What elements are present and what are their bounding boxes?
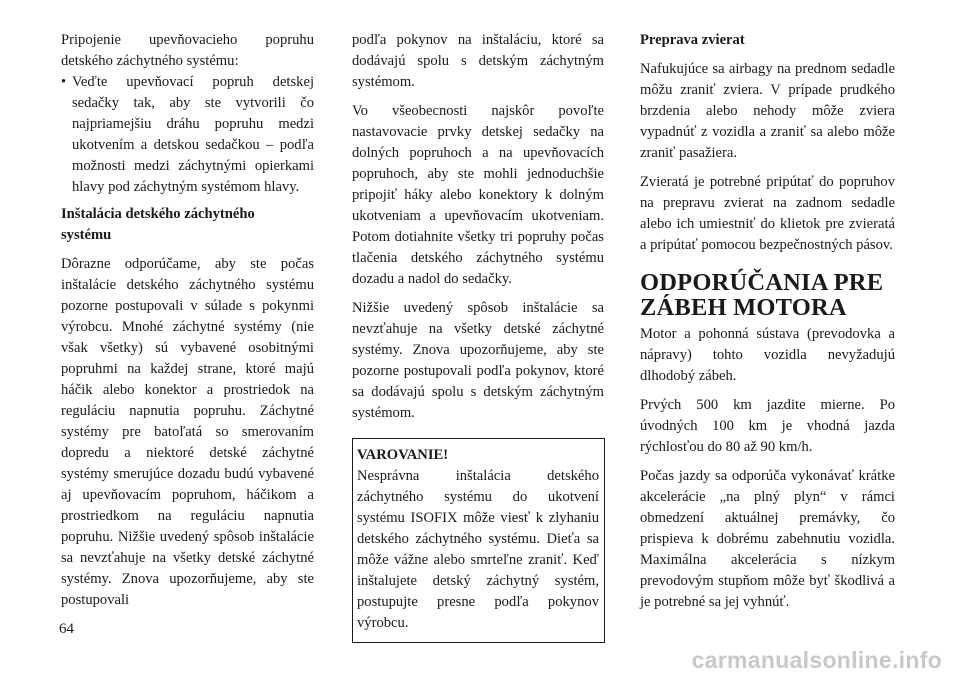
body-paragraph: Dôrazne odporúčame, aby ste počas inštalácie detského záchytného systému pozorne postupovali v súlade s pokynmi výrobcu. Mnohé záchytné systémy (nie však všetky) sú vybavené osobitnými popruhmi na každej strane, ktoré majú háčik alebo konektor a prostriedok na reguláciu napnutia popruhu. Záchytné systémy pre batoľatá so smerovaním dopredu a niektoré detské záchytné systémy smerujúce dozadu budú vybavené aj upevňovacím popruhom, háčikom a prostriedkom na reguláciu napnutia popruhu. Nižšie uvedený spôsob inštalácie sa nevzťahuje na všetky detské záchytné systémy. Znova upozorňujeme, aby ste postupovali xyxy=(61,256,314,608)
body-paragraph: Zvieratá je potrebné pripútať do popruhov na prepravu zvierat na zadnom sedadle alebo ich umiestniť do klietok pre zvieratá a pripútať pomocou bezpečnostných pásov. xyxy=(640,174,895,253)
column-middle xyxy=(352,30,604,643)
watermark: carmanualsonline.info xyxy=(691,647,942,673)
warning-box xyxy=(352,438,605,643)
bullet-item xyxy=(61,72,314,198)
bullet-marker: • xyxy=(61,74,67,90)
body-paragraph: Nižšie uvedený spôsob inštalácie sa nevzťahuje na všetky detské záchytné systémy. Znova upozorňujeme, aby ste pozorne postupovali podľa pokynov, ktoré sa dodávajú spolu s detským záchytným systémom. xyxy=(352,300,604,421)
page-number: 64 xyxy=(59,621,74,637)
chapter-heading-break-in xyxy=(640,270,895,320)
chapter-heading-line-2: ZÁBEH MOTORA xyxy=(640,294,847,321)
section-heading-child-restraint-install: Inštalácia detského záchytného systému xyxy=(61,206,255,243)
chapter-heading-line-1: ODPORÚČANIA PRE xyxy=(640,269,884,296)
warning-text: Nesprávna inštalácia detského záchytného systému do ukotvení systému ISOFIX môže viesť k zlyhaniu detského záchytného systému. Dieťa sa môže vážne alebo smrteľne zraniť. Keď inštalujete detský záchytný systém, postupujte presne podľa pokynov výrobcu. xyxy=(357,468,599,631)
body-paragraph: Prvých 500 km jazdite mierne. Po úvodných 100 km je vhodná jazda rýchlosťou do 80 až 90 km/h. xyxy=(640,397,895,455)
body-paragraph: Nafukujúce sa airbagy na prednom sedadle môžu zraniť zviera. V prípade prudkého brzdenia alebo nehody môže zviera vypadnúť z vozidla a zraniť sa alebo môže zraniť pasažiera. xyxy=(640,61,895,161)
column-right xyxy=(640,30,895,621)
bullet-text: Veďte upevňovací popruh detskej sedačky tak, aby ste vytvorili čo najpriamejšiu dráhu popruhu medzi ukotvením a detskou sedačkou – podľa možnosti medzi záchytnými opierkami hlavy pod záchytným systémom hlavy. xyxy=(72,74,314,195)
body-paragraph: Vo všeobecnosti najskôr povoľte nastavovacie prvky detskej sedačky na dolných popruhoch a na upevňovacích popruhoch, aby ste mohli jednoduchšie pripojiť háky alebo konektory k dolným ukotveniam a upevňovacím ukotveniam. Potom dotiahnite všetky tri popruhy počas tlačenia detského záchytného systému dozadu a nadol do sedačky. xyxy=(352,103,604,287)
column-left xyxy=(61,30,314,619)
body-paragraph: podľa pokynov na inštaláciu, ktoré sa dodávajú spolu s detským záchytným systémom. xyxy=(352,32,604,90)
section-heading-animal-transport: Preprava zvierat xyxy=(640,32,745,48)
body-paragraph: Počas jazdy sa odporúča vykonávať krátke akcelerácie „na plný plyn“ v rámci obmedzení aktuálnej premávky, čo prispieva k dobrému zabehnutiu vozidla. Maximálna akcelerácia s nízkym prevodovým stupňom môže byť škodlivá a je potrebné sa jej vyhnúť. xyxy=(640,468,895,610)
body-paragraph: Motor a pohonná sústava (prevodovka a nápravy) tohto vozidla nevyžadujú dlhodobý zábeh. xyxy=(640,326,895,384)
intro-paragraph: Pripojenie upevňovacieho popruhu detského záchytného systému: xyxy=(61,32,314,69)
warning-title: VAROVANIE! xyxy=(357,447,449,463)
